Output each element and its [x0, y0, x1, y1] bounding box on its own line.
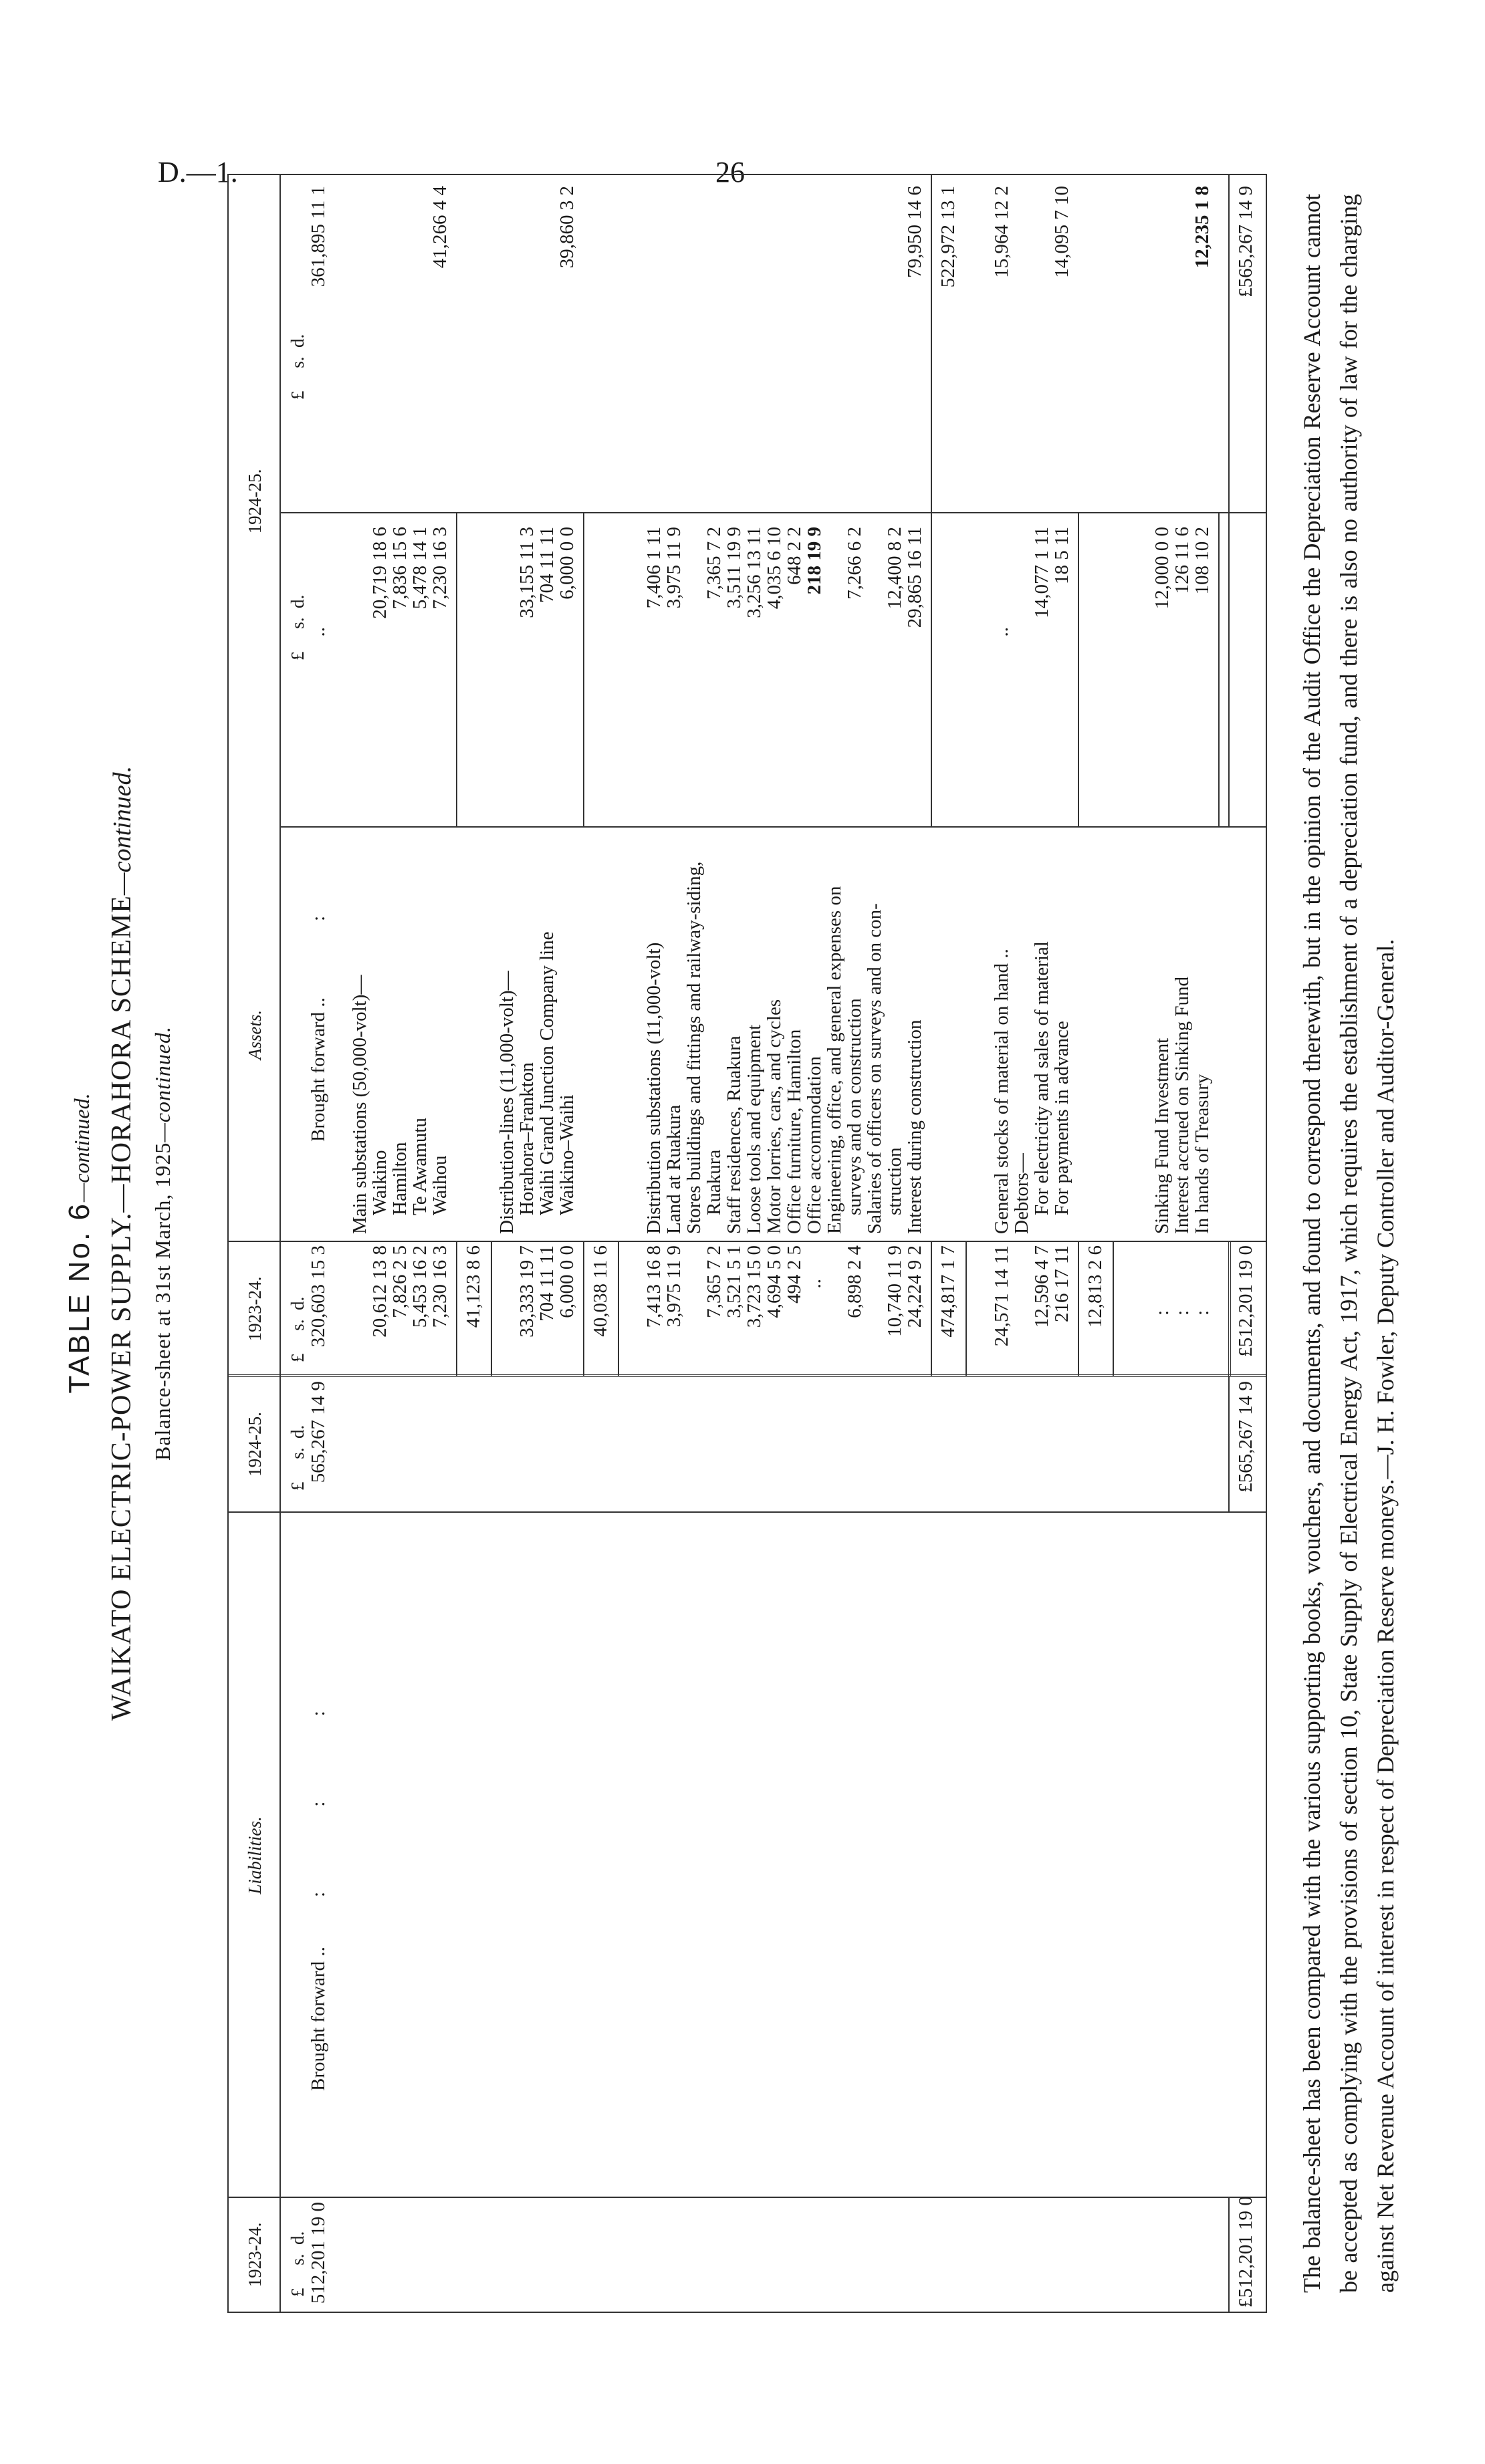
liabilities-prev-year-header: 1923-24. [229, 2198, 281, 2312]
item-prev-value: 24,224 9 2 [904, 1245, 925, 1328]
general-stocks-label: General stocks of material on hand .. [991, 949, 1012, 1234]
debtor-curr-value: 18 5 11 [1051, 527, 1072, 584]
item-prev-value: 3,975 11 9 [663, 1245, 685, 1328]
substation-name: Hamilton [389, 1142, 411, 1215]
assets-curr-total: £565,267 14 9 [1235, 186, 1256, 297]
asset-item-name: Staff residences, Ruakura [723, 1035, 745, 1234]
column-rule [229, 1241, 1266, 1242]
distribution-line-prev-value: 6,000 0 0 [556, 1245, 578, 1318]
asset-item-name: Loose tools and equipment [744, 1024, 765, 1234]
balance-sheet-table [227, 174, 1267, 2313]
assets-curr-year-header: 1924-25. [229, 175, 281, 828]
item-prev-value: 3,521 5 1 [723, 1245, 745, 1318]
subtotal-rule [583, 1242, 584, 1376]
assets-header: Assets. [229, 828, 281, 1242]
distribution-lines-label: Distribution-lines (11,000-volt)— [496, 971, 518, 1234]
currency-heading: £ s. d. [288, 334, 308, 400]
asset-item-name: Engineering, office, and general expenses on [824, 886, 845, 1234]
distribution-line-name: Waikino–Waihi [556, 1094, 578, 1215]
debtors-label: Debtors— [1011, 1153, 1032, 1234]
asset-item-name: Distribution substations (11,000-volt) [643, 942, 665, 1234]
currency-heading: £ s. d. [288, 1425, 308, 1491]
distribution-line-name: Waihi Grand Junction Company line [536, 931, 558, 1215]
table-number: TABLE No. 6—continued. [63, 1093, 96, 1394]
item-curr-value: 4,035 6 10 [764, 527, 785, 610]
currency-heading: £ s. d. [288, 1296, 308, 1362]
item-curr-value: 7,406 1 11 [643, 527, 665, 609]
asset-item-name: Stores buildings and fittings and railway-siding, [683, 861, 705, 1234]
assets-curr-brought-forward-dots: .. [308, 627, 329, 637]
sinking-curr-value: 108 10 2 [1191, 527, 1213, 595]
sinking-total: 12,235 1 8 [1191, 186, 1213, 269]
column-rule [281, 826, 1266, 828]
asset-item-name: Ruakura [703, 1149, 725, 1215]
distribution-line-curr-value: 33,155 11 3 [516, 527, 538, 618]
substation-curr-value: 5,478 14 1 [409, 527, 431, 610]
liabilities-curr-total: £565,267 14 9 [1235, 1381, 1256, 1493]
substation-name: Te Awamutu [409, 1118, 431, 1215]
asset-item-name: Motor lorries, cars, and cycles [764, 999, 785, 1234]
item-curr-value: 218 19 9 [804, 527, 825, 595]
item-prev-value: 10,740 11 9 [884, 1245, 905, 1337]
debtor-curr-value: 14,077 1 11 [1031, 527, 1052, 618]
asset-item-name: Salaries of officers on surveys and on con- [864, 903, 885, 1234]
item-prev-value: 7,413 16 8 [643, 1245, 665, 1328]
substation-curr-value: 7,836 15 6 [389, 527, 411, 610]
item-curr-value: 648 2 2 [784, 527, 805, 585]
substation-prev-value: 5,453 16 2 [409, 1245, 431, 1328]
distribution-line-curr-value: 6,000 0 0 [556, 527, 578, 600]
distribution-line-name: Horahora–Frankton [516, 1062, 538, 1215]
sub-title: Balance-sheet at 31st March, 1925—continued. [150, 1025, 175, 1461]
titles-block [60, 174, 197, 2313]
subtotal-rule [618, 1242, 619, 1376]
assets-curr-subtotal: 79,950 14 6 [904, 186, 925, 278]
main-substations-label: Main substations (50,000-volt)— [349, 975, 370, 1234]
liabilities-prev-total: £512,201 19 0 [1235, 2196, 1256, 2308]
item-prev-value: 3,723 15 0 [744, 1245, 765, 1328]
distribution-lines-prev-total: 40,038 11 6 [590, 1245, 611, 1337]
item-curr-value: 7,266 6 2 [844, 527, 865, 600]
item-curr-value: 7,365 7 2 [703, 527, 725, 600]
sinking-item-name: In hands of Treasury [1191, 1074, 1213, 1234]
main-title: WAIKATO ELECTRIC-POWER SUPPLY.—HORAHORA SCHEME—continued. [106, 765, 137, 1721]
subtotal-rule [491, 1242, 492, 1376]
subtotal-rule [583, 513, 584, 828]
assets-prev-year-header: 1923-24. [229, 1242, 281, 1376]
asset-item-name: surveys and on construction [844, 998, 865, 1215]
currency-heading: £ s. d. [288, 594, 308, 660]
subtotal-rule [931, 175, 932, 513]
assets-prev-brought-forward: 320,603 15 3 [308, 1245, 329, 1348]
distribution-line-prev-value: 33,333 19 7 [516, 1245, 538, 1338]
subtotal-rule [1078, 1242, 1079, 1376]
asset-item-name: Interest during construction [904, 1019, 925, 1234]
substation-prev-value: 7,826 2 5 [389, 1245, 411, 1318]
debtor-name: For payments in advance [1051, 1021, 1072, 1215]
item-curr-value: 12,400 8 2 [884, 527, 905, 610]
subtotal-rule [1218, 513, 1220, 828]
substation-name: Waikino [369, 1150, 390, 1215]
debtor-prev-value: 12,596 4 7 [1031, 1245, 1052, 1328]
distribution-line-prev-value: 704 11 11 [536, 1245, 558, 1322]
subtotal-rule [965, 1242, 967, 1376]
prev-dots: : [1191, 1310, 1213, 1316]
audit-note: The balance-sheet has been compared with the various supporting books, vouchers, and documents, and found to correspond therewith, but in the opinion of the Audit Office the Depreciation Reserve Account cannot be accepted as complying with the provisions of section 10, State Supply of Electrical Energy Act, 1917, which requires the establishment of a depreciation fund, and there is also no authority of law for the charging against Net Revenue Account of interest in respect of Depreciation Reserve moneys.—J. H. Fowler, Deputy Controller and Auditor-General. [1298, 194, 1399, 2293]
sinking-curr-value: 12,000 0 0 [1151, 527, 1173, 610]
assets-brought-forward-label: Brought forward .. [308, 997, 329, 1142]
assets-prev-subtotal: 474,817 1 7 [937, 1245, 959, 1338]
sinking-item-name: Sinking Fund Investment [1151, 1037, 1173, 1234]
leader-dots: : [308, 915, 329, 921]
subtotal-rule [931, 1242, 932, 1376]
column-rule [229, 1511, 1266, 1513]
substation-prev-value: 7,230 16 3 [429, 1245, 451, 1328]
asset-item-name: Land at Ruakura [663, 1104, 685, 1234]
substation-curr-value: 7,230 16 3 [429, 527, 451, 610]
debtor-prev-value: 216 17 11 [1051, 1245, 1072, 1322]
substation-prev-value: 20,612 13 8 [369, 1245, 390, 1338]
asset-item-name: Office accommodation [804, 1056, 825, 1234]
item-curr-value: 29,865 16 11 [904, 527, 925, 628]
column-rule [229, 2197, 1266, 2198]
item-prev-value: 7,365 7 2 [703, 1245, 725, 1318]
item-curr-value: 3,511 19 9 [723, 527, 745, 609]
item-prev-value: 4,694 5 0 [764, 1245, 785, 1318]
total-rule [1228, 1376, 1230, 1513]
item-prev-value: .. [804, 1279, 825, 1289]
debtors-curr-total: 14,095 7 10 [1051, 186, 1072, 278]
liabilities-curr-brought-forward: 565,267 14 9 [308, 1381, 329, 1483]
debtor-name: For electricity and sales of material [1031, 941, 1052, 1215]
liabilities-leaders: : : : [308, 1671, 329, 1897]
column-rule [281, 512, 1266, 513]
subtotal-rule [456, 513, 457, 828]
substation-name: Waihou [429, 1155, 451, 1215]
assets-prev-total: £512,201 19 0 [1235, 1245, 1256, 1357]
sinking-item-name: Interest accrued on Sinking Fund [1171, 977, 1193, 1234]
prev-dots: : [1151, 1310, 1173, 1316]
page-number: 26 [715, 156, 745, 189]
distribution-line-curr-value: 704 11 11 [536, 527, 558, 603]
subtotal-rule [1078, 513, 1079, 828]
substation-curr-value: 20,719 18 6 [369, 527, 390, 619]
liabilities-curr-year-header: 1924-25. [229, 1376, 281, 1513]
rotated-balance-sheet [60, 174, 1451, 2313]
item-curr-value: 3,256 13 11 [744, 527, 765, 618]
substations-curr-total: 41,266 4 4 [429, 186, 451, 269]
subtotal-rule [1113, 1242, 1114, 1376]
sinking-curr-value: 126 11 6 [1171, 527, 1193, 594]
liabilities-header: Liabilities. [229, 1513, 281, 2198]
subtotal-rule [931, 513, 932, 828]
item-curr-value: 3,975 11 9 [663, 527, 685, 609]
general-stocks-curr-dots: .. [991, 627, 1012, 637]
total-rule [1228, 1242, 1231, 1376]
debtors-prev-total: 12,813 2 6 [1084, 1245, 1106, 1328]
item-prev-value: 6,898 2 4 [844, 1245, 865, 1318]
total-rule [1228, 175, 1230, 828]
substations-prev-total: 41,123 8 6 [463, 1245, 484, 1328]
asset-item-name: struction [884, 1147, 905, 1215]
distribution-lines-curr-total: 39,860 3 2 [556, 186, 578, 269]
prev-dots: : [1171, 1310, 1193, 1316]
assets-curr-grand-subtotal: 522,972 13 1 [937, 186, 959, 288]
assets-curr-brought-forward: 361,895 11 1 [308, 186, 329, 287]
item-prev-value: 494 2 5 [784, 1245, 805, 1304]
total-rule [1228, 2198, 1230, 2312]
liabilities-prev-brought-forward: 512,201 19 0 [308, 2202, 329, 2304]
general-stocks-curr: 15,964 12 2 [991, 186, 1012, 278]
document-code: D.—1. [158, 156, 238, 189]
currency-heading: £ s. d. [288, 2231, 308, 2297]
column-rule-double [229, 1374, 1266, 1377]
subtotal-rule [456, 1242, 457, 1376]
asset-item-name: Office furniture, Hamilton [784, 1029, 805, 1234]
general-stocks-prev: 24,571 14 11 [991, 1245, 1012, 1347]
liabilities-brought-forward-label: Brought forward .. [308, 1947, 329, 2091]
